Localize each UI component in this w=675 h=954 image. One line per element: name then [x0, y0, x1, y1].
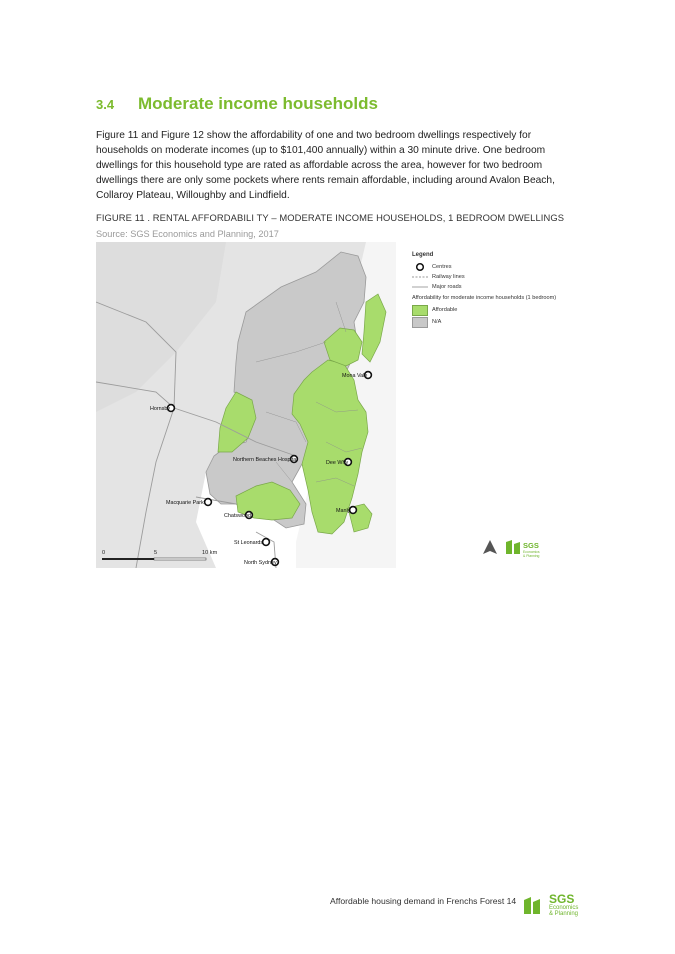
- label-macquarie-park: Macquarie Park: [166, 500, 204, 506]
- page-footer: Affordable housing demand in Frenchs Forest 14: [330, 896, 517, 906]
- label-north-sydney: North Sydney: [244, 560, 277, 566]
- label-nbh: Northern Beaches Hospital: [233, 457, 298, 463]
- label-chatswood: Chatswood: [224, 513, 251, 519]
- legend-row-na: [412, 316, 556, 328]
- legend-railway-label: Railway lines: [432, 274, 465, 280]
- footer-sgs-logo: [522, 893, 578, 917]
- affordability-map: [96, 242, 574, 568]
- svg-text:0: 0: [102, 550, 106, 556]
- svg-text:10 km: 10 km: [202, 550, 218, 556]
- legend-affordability-heading: Affordability for moderate income households (1 bedroom): [412, 295, 557, 301]
- section-title: Moderate income households: [138, 94, 378, 113]
- na-swatch: [412, 317, 428, 328]
- section-number: 3.4: [96, 97, 115, 112]
- legend-row-centres: [412, 262, 556, 272]
- label-manly: Manly: [336, 508, 351, 514]
- legend-affordable-label: Affordable: [432, 307, 458, 313]
- footer-logo-small1: Economics: [549, 905, 579, 911]
- centre-st-leonards-icon: [263, 539, 270, 546]
- label-hornsby: Hornsby: [150, 406, 171, 412]
- label-st-leonards: St Leonards: [234, 540, 264, 546]
- legend-centres-label: Centres: [432, 264, 452, 270]
- svg-text:Economics: Economics: [523, 550, 540, 554]
- railway-line-icon: [412, 274, 428, 280]
- centre-manly-icon: [350, 507, 357, 514]
- affordable-swatch: [412, 305, 428, 316]
- label-dee-why: Dee Why: [326, 460, 349, 466]
- legend-roads-label: Major roads: [432, 284, 462, 290]
- figure-title: FIGURE 11 . RENTAL AFFORDABILI TY – MODERATE INCOME HOUSEHOLDS, 1 BEDROOM DWELLINGS: [96, 212, 565, 223]
- svg-text:SGS: SGS: [523, 541, 539, 550]
- sgs-logo-icon: [522, 894, 546, 916]
- body-paragraph: Figure 11 and Figure 12 show the affordability of one and two bedroom dwellings respectively for households on moderate incomes (up to $101,400 annually) within a 30 minute drive. One bedroom dwellings for this household type are rated as affordable across the area, however for two bedroom dwellings there are only some pockets where rents remain affordable, including around Avalon Beach, Collaroy Plateau, Willoughby and Lindfield.: [96, 130, 555, 201]
- legend-row-affordable: [412, 304, 556, 316]
- label-mona-vale: Mona Vale: [342, 373, 368, 379]
- map-legend: [412, 252, 556, 328]
- legend-row-roads: [412, 282, 556, 292]
- centre-circle-icon: [415, 262, 425, 272]
- svg-text:& Planning: & Planning: [523, 554, 540, 558]
- figure-source: Source: SGS Economics and Planning, 2017: [96, 229, 279, 239]
- svg-text:5: 5: [154, 550, 158, 556]
- centre-macquarie-park-icon: [205, 499, 212, 506]
- footer-logo-big: SGS: [549, 892, 575, 906]
- footer-logo-small2: & Planning: [549, 911, 579, 917]
- legend-title: Legend: [412, 252, 434, 258]
- major-road-icon: [412, 284, 428, 290]
- legend-na-label: N/A: [432, 319, 442, 325]
- legend-row-railway: [412, 272, 556, 282]
- section-heading: [96, 94, 378, 114]
